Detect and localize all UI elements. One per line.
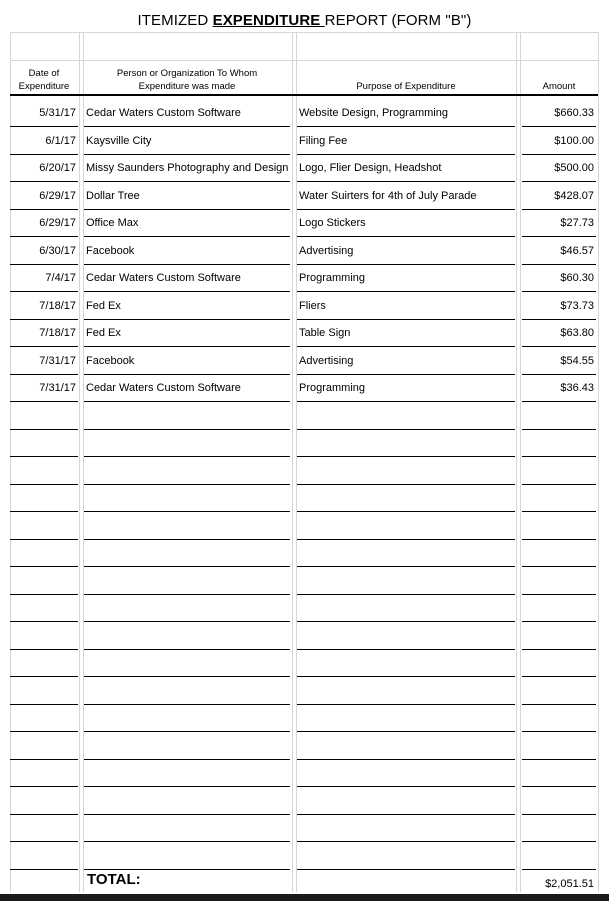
date-cell [10, 403, 78, 430]
payee-cell [84, 705, 290, 732]
date-cell: 6/29/17 [10, 183, 78, 210]
date-cell [10, 485, 78, 512]
payee-cell [84, 540, 290, 567]
purpose-cell: Table Sign [297, 320, 515, 347]
empty-row [0, 788, 609, 815]
header-amount [521, 80, 597, 93]
date-cell [10, 650, 78, 677]
payee-cell: Cedar Waters Custom Software [84, 265, 290, 292]
payee-cell [84, 458, 290, 485]
report-title [0, 12, 609, 29]
date-cell: 6/29/17 [10, 210, 78, 237]
payee-cell [84, 678, 290, 705]
empty-row [0, 595, 609, 622]
purpose-cell [297, 623, 515, 650]
purpose-cell [297, 733, 515, 760]
table-row [0, 265, 609, 292]
empty-row [0, 513, 609, 540]
header-person [84, 67, 290, 93]
purpose-cell [297, 458, 515, 485]
purpose-cell [297, 568, 515, 595]
date-cell [10, 788, 78, 815]
total-label: TOTAL: [87, 871, 141, 888]
payee-cell [84, 843, 290, 870]
amount-cell [522, 760, 596, 787]
date-cell [10, 705, 78, 732]
amount-cell: $73.73 [522, 293, 596, 320]
empty-row [0, 678, 609, 705]
purpose-cell [297, 403, 515, 430]
empty-row [0, 843, 609, 870]
date-cell [10, 733, 78, 760]
table-row [0, 155, 609, 182]
header-date-line2: Expenditure [18, 81, 70, 92]
amount-cell: $660.33 [522, 100, 596, 127]
payee-cell [84, 623, 290, 650]
payee-cell [84, 568, 290, 595]
payee-cell [84, 760, 290, 787]
amount-cell: $500.00 [522, 155, 596, 182]
amount-cell: $60.30 [522, 265, 596, 292]
amount-cell [522, 595, 596, 622]
empty-row [0, 650, 609, 677]
empty-row [0, 568, 609, 595]
date-cell [10, 678, 78, 705]
amount-cell: $100.00 [522, 128, 596, 155]
title-prefix: ITEMIZED [137, 12, 213, 29]
empty-row [0, 540, 609, 567]
date-cell: 7/31/17 [10, 348, 78, 375]
empty-row [0, 458, 609, 485]
grid-line [10, 60, 598, 61]
empty-row [0, 733, 609, 760]
payee-cell: Facebook [84, 348, 290, 375]
payee-cell [84, 815, 290, 842]
date-cell: 7/31/17 [10, 375, 78, 402]
empty-row [0, 403, 609, 430]
date-cell [10, 540, 78, 567]
amount-cell: $27.73 [522, 210, 596, 237]
amount-cell [522, 540, 596, 567]
amount-cell [522, 430, 596, 457]
payee-cell: Facebook [84, 238, 290, 265]
header-person-line1: Person or Organization To Whom [116, 68, 258, 79]
purpose-cell [297, 678, 515, 705]
header-rule [10, 94, 598, 96]
amount-cell [522, 815, 596, 842]
empty-row [0, 815, 609, 842]
amount-cell [522, 568, 596, 595]
purpose-cell [297, 513, 515, 540]
amount-cell: $54.55 [522, 348, 596, 375]
amount-cell [522, 623, 596, 650]
payee-cell [84, 403, 290, 430]
header-date-line1: Date of [28, 68, 60, 79]
purpose-cell: Programming [297, 265, 515, 292]
table-row [0, 238, 609, 265]
table-row [0, 320, 609, 347]
payee-cell: Dollar Tree [84, 183, 290, 210]
amount-cell [522, 485, 596, 512]
empty-row [0, 760, 609, 787]
payee-cell [84, 513, 290, 540]
amount-cell: $428.07 [522, 183, 596, 210]
date-cell [10, 595, 78, 622]
payee-cell: Office Max [84, 210, 290, 237]
table-row [0, 100, 609, 127]
date-cell: 7/18/17 [10, 320, 78, 347]
date-cell: 7/4/17 [10, 265, 78, 292]
title-emphasis: EXPENDITURE [212, 12, 325, 29]
amount-cell [522, 458, 596, 485]
payee-cell [84, 788, 290, 815]
purpose-cell: Website Design, Programming [297, 100, 515, 127]
payee-cell: Missy Saunders Photography and Design [84, 155, 290, 182]
purpose-cell [297, 760, 515, 787]
total-amount: $2,051.51 [545, 878, 594, 890]
date-cell [10, 513, 78, 540]
amount-cell [522, 705, 596, 732]
payee-cell [84, 430, 290, 457]
table-row [0, 348, 609, 375]
payee-cell [84, 650, 290, 677]
table-row [0, 375, 609, 402]
payee-cell [84, 733, 290, 760]
purpose-cell: Advertising [297, 348, 515, 375]
payee-cell: Fed Ex [84, 320, 290, 347]
date-cell: 5/31/17 [10, 100, 78, 127]
date-cell [10, 760, 78, 787]
table-row [0, 293, 609, 320]
bottom-border [0, 894, 609, 901]
purpose-cell: Fliers [297, 293, 515, 320]
purpose-cell [297, 705, 515, 732]
purpose-cell [297, 843, 515, 870]
amount-cell: $63.80 [522, 320, 596, 347]
header-date [10, 67, 78, 93]
header-purpose-label: Purpose of Expenditure [356, 81, 456, 92]
date-cell: 6/1/17 [10, 128, 78, 155]
payee-cell: Cedar Waters Custom Software [84, 375, 290, 402]
payee-cell: Cedar Waters Custom Software [84, 100, 290, 127]
header-person-line2: Expenditure was made [138, 81, 236, 92]
purpose-cell [297, 788, 515, 815]
payee-cell [84, 485, 290, 512]
table-row [0, 210, 609, 237]
date-cell [10, 843, 78, 870]
empty-row [0, 485, 609, 512]
amount-cell: $36.43 [522, 375, 596, 402]
purpose-cell: Advertising [297, 238, 515, 265]
amount-cell: $46.57 [522, 238, 596, 265]
empty-row [0, 623, 609, 650]
payee-cell [84, 595, 290, 622]
title-suffix: REPORT (FORM "B") [324, 12, 472, 29]
date-cell [10, 458, 78, 485]
date-cell [10, 623, 78, 650]
purpose-cell: Filing Fee [297, 128, 515, 155]
purpose-cell [297, 430, 515, 457]
amount-cell [522, 403, 596, 430]
header-purpose [297, 80, 515, 93]
date-cell: 6/30/17 [10, 238, 78, 265]
amount-cell [522, 843, 596, 870]
purpose-cell [297, 815, 515, 842]
table-row [0, 128, 609, 155]
payee-cell: Fed Ex [84, 293, 290, 320]
purpose-cell: Programming [297, 375, 515, 402]
amount-cell [522, 650, 596, 677]
header-amount-label: Amount [542, 81, 576, 92]
purpose-cell: Water Suirters for 4th of July Parade [297, 183, 515, 210]
empty-row [0, 705, 609, 732]
purpose-cell [297, 650, 515, 677]
date-cell: 6/20/17 [10, 155, 78, 182]
amount-cell [522, 788, 596, 815]
date-cell [10, 430, 78, 457]
amount-cell [522, 678, 596, 705]
purpose-cell [297, 540, 515, 567]
date-cell: 7/18/17 [10, 293, 78, 320]
purpose-cell: Logo Stickers [297, 210, 515, 237]
purpose-cell [297, 485, 515, 512]
empty-row [0, 430, 609, 457]
grid-line [10, 32, 598, 33]
date-cell [10, 815, 78, 842]
purpose-cell [297, 595, 515, 622]
table-row [0, 183, 609, 210]
purpose-cell: Logo, Flier Design, Headshot [297, 155, 515, 182]
amount-cell [522, 513, 596, 540]
payee-cell: Kaysville City [84, 128, 290, 155]
amount-cell [522, 733, 596, 760]
date-cell [10, 568, 78, 595]
